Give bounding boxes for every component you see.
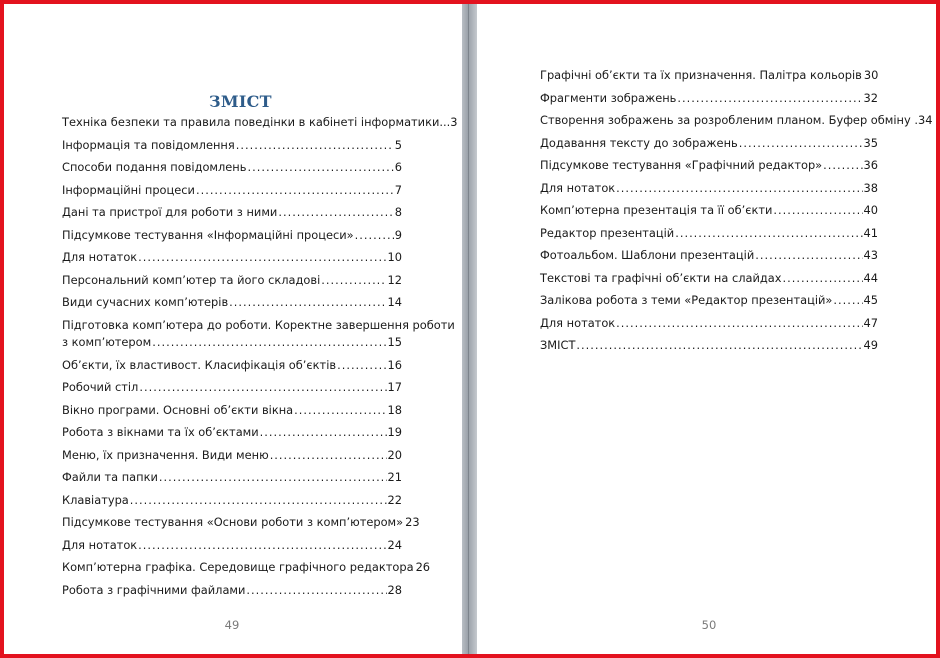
toc-entry-text: Об’єкти, їх властивост. Класифікація об’єктів	[62, 358, 337, 372]
toc-entry[interactable]	[62, 560, 431, 574]
dot-leader	[321, 275, 386, 286]
toc-entry-text: Для нотаток	[540, 181, 616, 195]
dot-leader	[139, 382, 386, 393]
toc-entry[interactable]	[62, 207, 402, 218]
toc-entry-page: 14	[387, 295, 402, 309]
page-gutter	[462, 4, 477, 654]
toc-entry[interactable]	[62, 360, 402, 371]
toc-entry-page: 3	[450, 115, 458, 129]
toc-entry[interactable]	[62, 230, 402, 241]
toc-entry[interactable]	[540, 205, 878, 216]
dot-leader	[246, 585, 386, 596]
toc-entry-page: 28	[387, 583, 402, 597]
dot-leader	[616, 183, 862, 194]
toc-entry-text: Техніка безпеки та правила поведінки в кабінеті інформатики...	[62, 115, 451, 129]
toc-entry-page: 32	[863, 91, 878, 105]
dot-leader	[159, 472, 387, 483]
toc-entry-text: Графічні об’єкти та їх призначення. Палітра кольорів	[540, 68, 862, 82]
toc-entry-page: 15	[387, 335, 402, 349]
toc-entry-text: Способи подання повідомлень	[62, 160, 247, 174]
dot-leader	[130, 495, 387, 506]
toc-entry[interactable]	[62, 427, 402, 438]
toc-entry-page: 43	[863, 248, 878, 262]
toc-entry-text: Меню, їх призначення. Види меню	[62, 448, 269, 462]
page-number: 49	[224, 618, 240, 632]
dot-leader	[773, 205, 862, 216]
dot-leader	[337, 360, 386, 371]
toc-entry[interactable]	[62, 252, 402, 263]
toc-entry-page: 26	[415, 560, 431, 574]
toc-entry-text: Для нотаток	[62, 250, 138, 264]
toc-entry-text: Залікова робота з теми «Редактор презентацій»	[540, 293, 833, 307]
toc-entry-text: Підсумкове тестування «Графічний редактор»	[540, 158, 823, 172]
toc-entry-page: 21	[387, 470, 402, 484]
toc-entry-page: 41	[863, 226, 878, 240]
toc-entry[interactable]	[62, 185, 402, 196]
toc-entry-text: Фрагменти зображень	[540, 91, 677, 105]
toc-entry-page: 9	[394, 228, 402, 242]
dot-leader	[355, 230, 394, 241]
toc-entry-text: Підсумкове тестування «Основи роботи з комп’ютером»	[62, 515, 404, 529]
toc-title: ЗМІСТ	[209, 92, 272, 111]
toc-entry-text-line1[interactable]: Підготовка комп’ютера до роботи. Коректне завершення роботи	[62, 318, 455, 332]
toc-entry-text: Комп’ютерна графіка. Середовище графічного редактора	[62, 560, 414, 574]
dot-leader	[278, 207, 393, 218]
toc-entry-text: Фотоальбом. Шаблони презентацій	[540, 248, 755, 262]
toc-entry[interactable]	[62, 515, 420, 529]
dot-leader	[677, 93, 862, 104]
toc-entry[interactable]	[62, 472, 402, 483]
dot-leader	[247, 162, 393, 173]
toc-entry-text: Редактор презентацій	[540, 226, 675, 240]
dot-leader	[152, 337, 386, 348]
toc-entry-page: 16	[387, 358, 402, 372]
toc-entry[interactable]	[62, 382, 402, 393]
toc-entry-text: Дані та пристрої для роботи з ними	[62, 205, 278, 219]
dot-leader	[616, 318, 862, 329]
dot-leader	[833, 295, 862, 306]
toc-entry-page: 44	[863, 271, 878, 285]
toc-entry-text: ЗМІСТ	[540, 338, 576, 352]
toc-entry-text: Робота з вікнами та їх об’єктами	[62, 425, 259, 439]
toc-entry-text: Клавіатура	[62, 493, 129, 507]
toc-entry-page: 7	[394, 183, 402, 197]
dot-leader	[755, 250, 862, 261]
toc-entry-page: 6	[394, 160, 402, 174]
toc-entry[interactable]	[62, 337, 402, 348]
toc-entry[interactable]	[62, 115, 458, 129]
toc-entry-page: 8	[394, 205, 402, 219]
toc-entry[interactable]	[62, 140, 402, 151]
toc-entry-text: Інформаційні процеси	[62, 183, 195, 197]
toc-entry[interactable]	[540, 318, 878, 329]
toc-entry[interactable]	[540, 70, 878, 81]
toc-entry-text: Додавання тексту до зображень	[540, 136, 738, 150]
page-number: 50	[701, 618, 717, 632]
toc-entry[interactable]	[540, 228, 878, 239]
toc-entry[interactable]	[540, 295, 878, 306]
toc-entry-page: 36	[863, 158, 878, 172]
dot-leader	[782, 273, 862, 284]
toc-entry-page: 10	[387, 250, 402, 264]
toc-entry-text: з комп’ютером	[62, 335, 152, 349]
toc-entry[interactable]	[62, 495, 402, 506]
toc-entry-page: 12	[387, 273, 402, 287]
left-page	[4, 4, 462, 654]
toc-entry[interactable]	[62, 540, 402, 551]
toc-entry[interactable]	[62, 162, 402, 173]
toc-entry[interactable]	[540, 273, 878, 284]
dot-leader	[196, 185, 394, 196]
toc-entry-text: Персональний комп’ютер та його складові	[62, 273, 321, 287]
right-page	[477, 4, 936, 654]
toc-entry-text: Вікно програми. Основні об’єкти вікна	[62, 403, 294, 417]
toc-entry-text: Створення зображень за розробленим планом. Буфер обміну .	[540, 113, 918, 127]
toc-entry-page: 30	[863, 68, 879, 82]
dot-leader	[138, 252, 386, 263]
toc-entry[interactable]	[62, 275, 402, 286]
toc-entry-page: 34	[917, 113, 933, 127]
toc-entry-page: 17	[387, 380, 402, 394]
toc-entry-page: 19	[387, 425, 402, 439]
toc-entry[interactable]	[62, 450, 402, 461]
toc-entry-page: 20	[387, 448, 402, 462]
toc-entry-text: Підсумкове тестування «Інформаційні процеси»	[62, 228, 354, 242]
toc-entry-page: 22	[387, 493, 402, 507]
toc-entry-page: 5	[394, 138, 402, 152]
toc-entry-text: Робота з графічними файлами	[62, 583, 246, 597]
toc-entry-page: 38	[863, 181, 878, 195]
gutter-divider	[468, 4, 469, 654]
toc-entry-text: Інформація та повідомлення	[62, 138, 235, 152]
toc-entry[interactable]	[540, 93, 878, 104]
toc-entry[interactable]	[540, 160, 878, 171]
toc-entry-text: Для нотаток	[62, 538, 138, 552]
dot-leader	[236, 140, 394, 151]
toc-entry[interactable]	[62, 297, 402, 308]
toc-entry-page: 35	[863, 136, 878, 150]
toc-entry-text: Види сучасних комп’ютерів	[62, 295, 229, 309]
toc-entry-text: Для нотаток	[540, 316, 616, 330]
toc-entry[interactable]	[540, 183, 878, 194]
toc-entry-text: Текстові та графічні об’єкти на слайдах	[540, 271, 782, 285]
dot-leader	[270, 450, 387, 461]
toc-entry-text: Робочий стіл	[62, 380, 139, 394]
dot-leader	[739, 138, 863, 149]
toc-entry[interactable]	[62, 405, 402, 416]
dot-leader	[260, 427, 387, 438]
toc-entry-page: 47	[863, 316, 878, 330]
toc-entry-page: 40	[863, 203, 878, 217]
dot-leader	[675, 228, 862, 239]
dot-leader	[294, 405, 386, 416]
toc-entry[interactable]	[540, 113, 933, 127]
dot-leader	[138, 540, 386, 551]
toc-entry-page: 23	[405, 515, 420, 529]
toc-entry-text: Файли та папки	[62, 470, 158, 484]
toc-entry[interactable]	[62, 585, 402, 596]
toc-entry[interactable]	[540, 250, 878, 261]
toc-entry[interactable]	[540, 340, 878, 351]
toc-entry-page: 24	[387, 538, 402, 552]
dot-leader	[229, 297, 386, 308]
toc-entry[interactable]	[540, 138, 878, 149]
toc-entry-text: Комп’ютерна презентація та її об’єкти	[540, 203, 773, 217]
toc-entry-page: 45	[863, 293, 878, 307]
toc-entry-page: 49	[863, 338, 878, 352]
dot-leader	[576, 340, 862, 351]
toc-entry-page: 18	[387, 403, 402, 417]
dot-leader	[823, 160, 862, 171]
